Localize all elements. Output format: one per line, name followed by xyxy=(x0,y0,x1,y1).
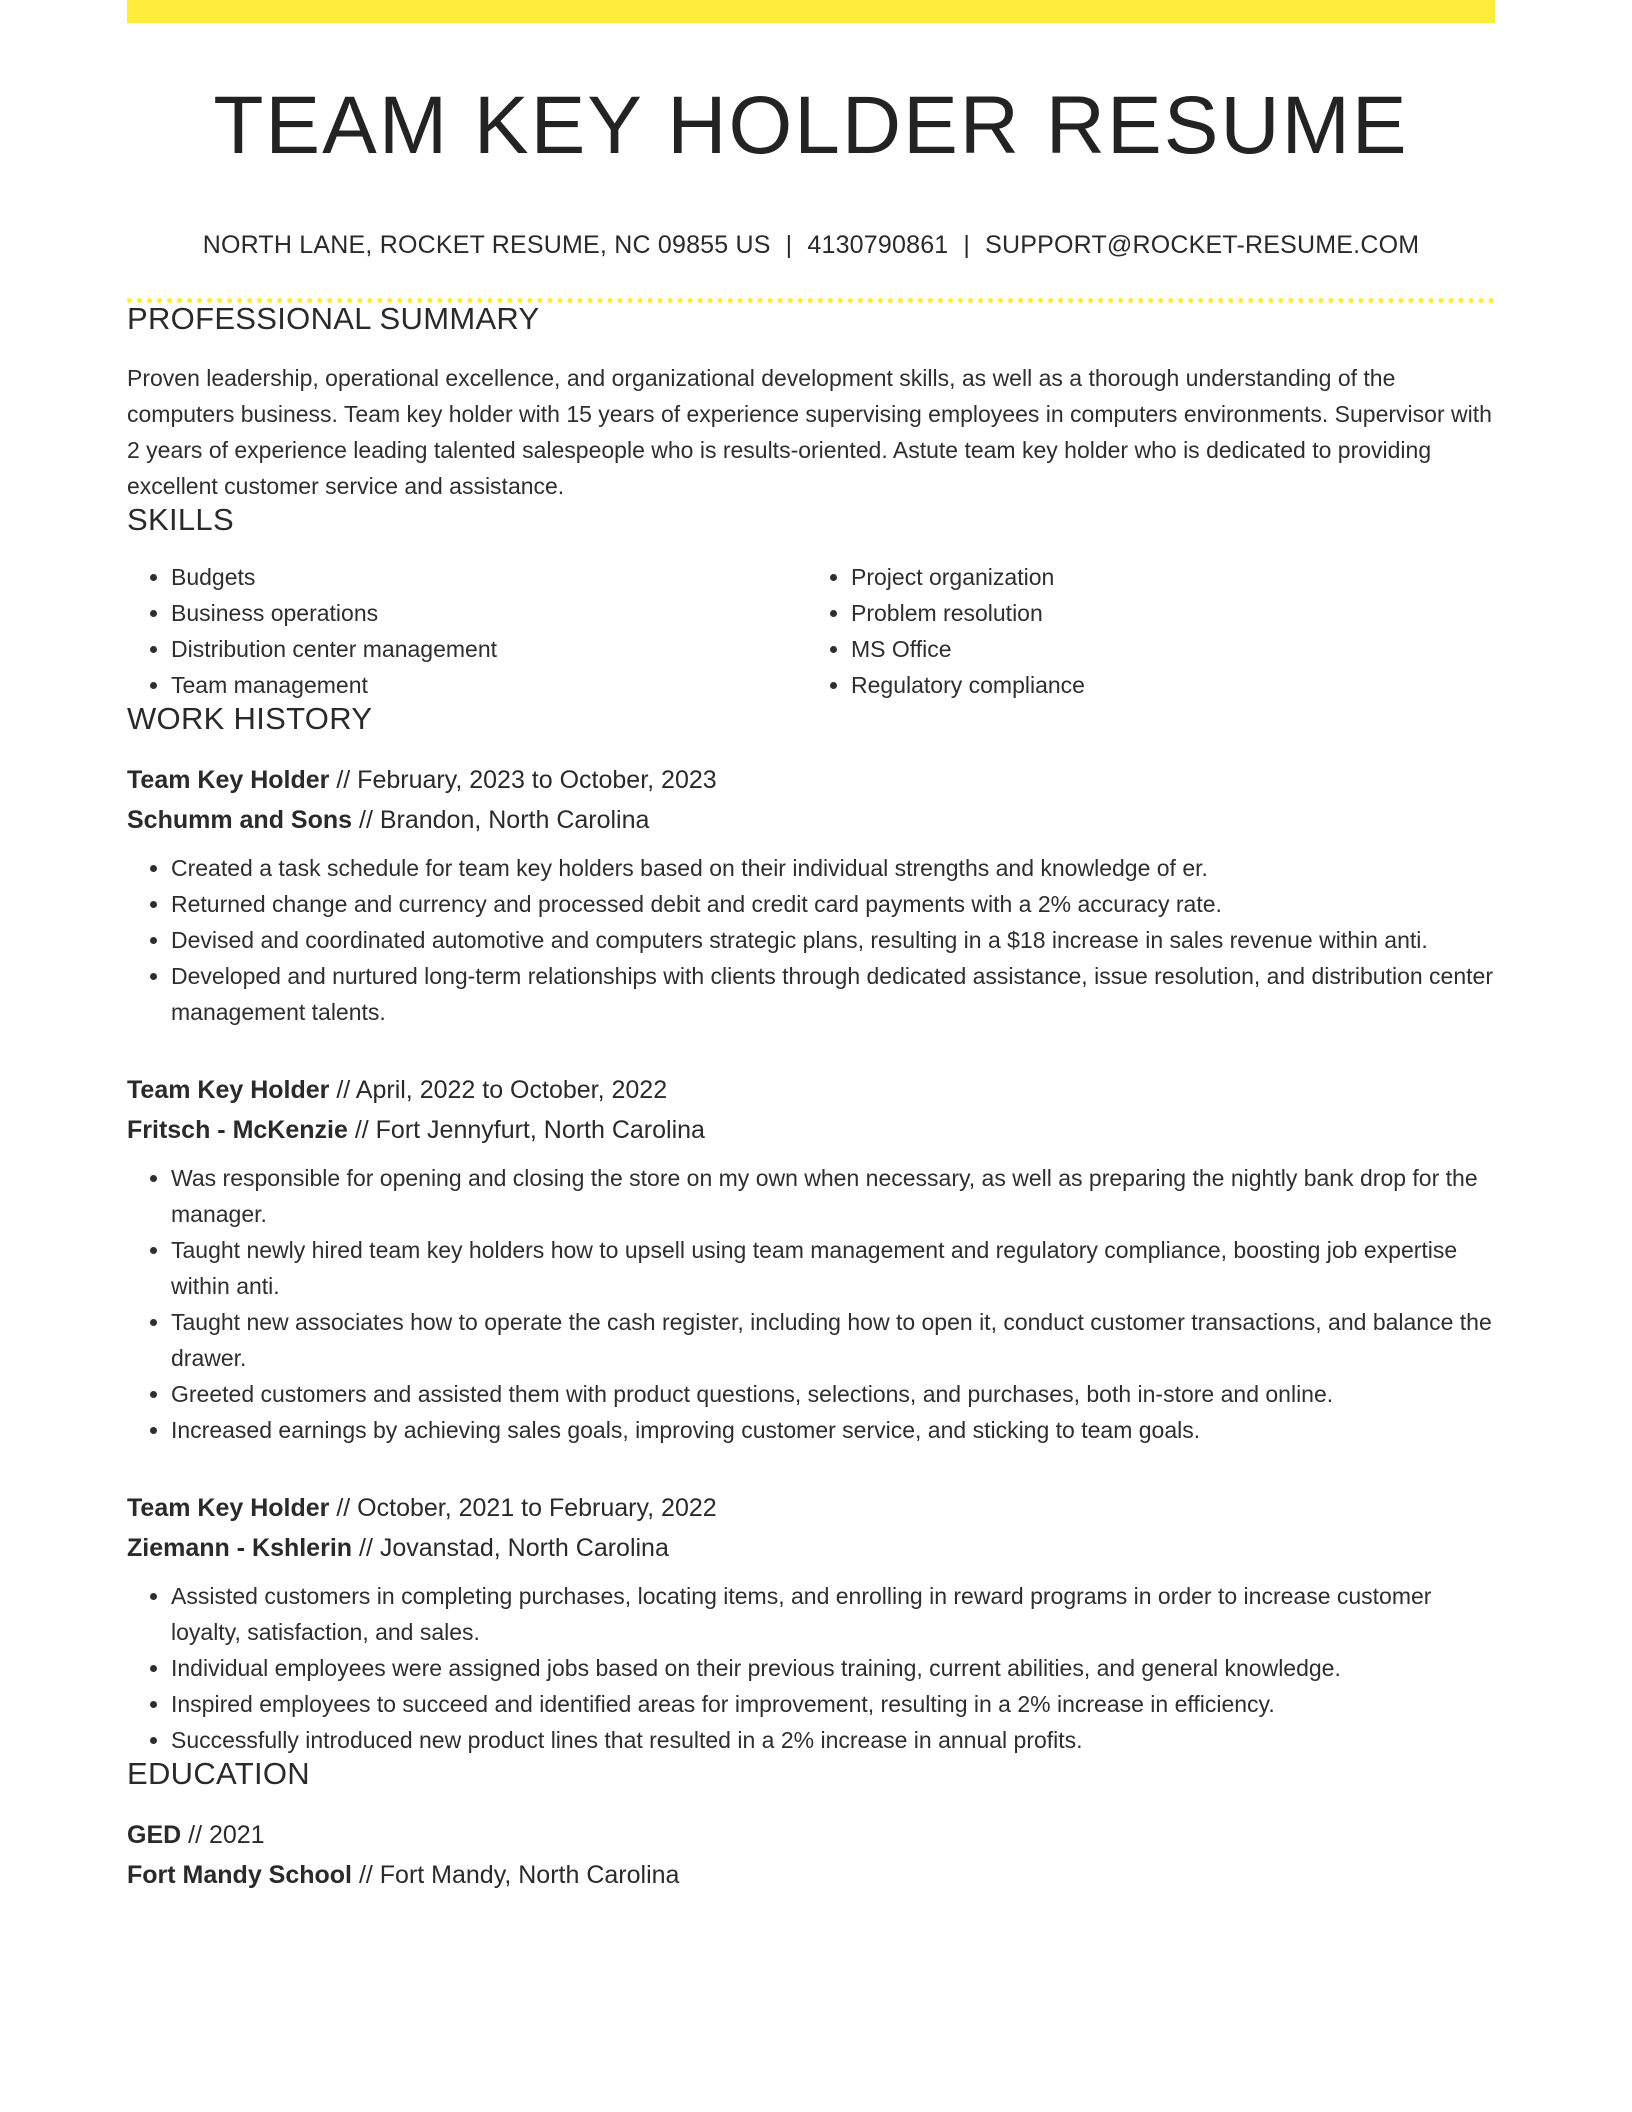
job-dates: // February, 2023 to October, 2023 xyxy=(329,766,717,794)
skill-item: • Team management xyxy=(171,667,801,703)
job-bullet: • Was responsible for opening and closing the store on my own when necessary, as well as preparing the nightly bank drop for the manager. xyxy=(171,1160,1495,1232)
job-entry xyxy=(127,1488,1495,1758)
education-heading: EDUCATION xyxy=(127,1756,310,1791)
skills-heading: SKILLS xyxy=(127,502,234,537)
skill-item: • Budgets xyxy=(171,559,801,595)
job-company: Fritsch - McKenzie xyxy=(127,1116,348,1144)
job-bullet: • Returned change and currency and processed debit and credit card payments with a 2% accuracy rate. xyxy=(171,886,1495,922)
job-dates: // April, 2022 to October, 2022 xyxy=(329,1076,668,1104)
education-school: Fort Mandy School xyxy=(127,1861,352,1889)
job-location: // Fort Jennyfurt, North Carolina xyxy=(347,1116,705,1144)
skill-item: • Regulatory compliance xyxy=(851,667,1481,703)
job-location: // Brandon, North Carolina xyxy=(352,806,650,834)
education-entry xyxy=(127,1815,1495,1895)
job-bullet: • Taught new associates how to operate the cash register, including how to open it, conduct customer transactions, and balance the drawer. xyxy=(171,1304,1495,1376)
job-bullet: • Increased earnings by achieving sales goals, improving customer service, and sticking to team goals. xyxy=(171,1412,1495,1448)
job-bullet: • Assisted customers in completing purchases, locating items, and enrolling in reward programs in order to increase customer loyalty, satisfaction, and sales. xyxy=(171,1578,1495,1650)
skill-item: • Distribution center management xyxy=(171,631,801,667)
education-degree-line xyxy=(127,1815,1495,1855)
job-role-line xyxy=(127,1070,1495,1110)
contact-phone: 4130790861 xyxy=(807,231,949,259)
job-bullet: • Devised and coordinated automotive and computers strategic plans, resulting in a $18 increase in sales revenue within anti. xyxy=(171,922,1495,958)
job-bullet: • Inspired employees to succeed and identified areas for improvement, resulting in a 2% increase in efficiency. xyxy=(171,1686,1495,1722)
job-entry xyxy=(127,760,1495,1030)
job-bullets xyxy=(127,1578,1495,1758)
job-company-line xyxy=(127,1528,1495,1568)
top-accent-bar xyxy=(127,0,1495,23)
job-company-line xyxy=(127,800,1495,840)
job-bullet: • Taught newly hired team key holders how to upsell using team management and regulatory compliance, boosting job expertise within anti. xyxy=(171,1232,1495,1304)
job-bullet: • Created a task schedule for team key holders based on their individual strengths and knowledge of er. xyxy=(171,850,1495,886)
skill-item: • Project organization xyxy=(851,559,1481,595)
contact-email: SUPPORT@ROCKET-RESUME.COM xyxy=(985,231,1420,259)
summary-text: Proven leadership, operational excellence, and organizational development skills, as well as a thorough understanding of the computers business. Team key holder with 15 years of experience supervising employees in computers environments. Supervisor with 2 years of experience leading talented salespeople who is results-oriented. Astute team key holder who is dedicated to providing excellent customer service and assistance. xyxy=(127,365,1492,499)
job-company-line xyxy=(127,1110,1495,1150)
job-bullets xyxy=(127,850,1495,1030)
job-bullet: • Successfully introduced new product lines that resulted in a 2% increase in annual profits. xyxy=(171,1722,1495,1758)
job-role-line xyxy=(127,760,1495,800)
job-company: Schumm and Sons xyxy=(127,806,353,834)
job-bullet: • Greeted customers and assisted them with product questions, selections, and purchases, both in-store and online. xyxy=(171,1376,1495,1412)
education-school-line xyxy=(127,1855,1495,1895)
skills-list xyxy=(127,559,1495,703)
resume-title: TEAM KEY HOLDER RESUME xyxy=(213,80,1409,171)
job-company: Ziemann - Kshlerin xyxy=(127,1534,353,1562)
summary-heading: PROFESSIONAL SUMMARY xyxy=(127,301,540,336)
contact-line xyxy=(127,233,1495,258)
job-location: // Jovanstad, North Carolina xyxy=(352,1534,669,1562)
job-bullet: • Individual employees were assigned jobs based on their previous training, current abilities, and general knowledge. xyxy=(171,1650,1495,1686)
contact-separator: | xyxy=(785,231,793,259)
skills-column-right xyxy=(801,559,1481,703)
skill-item: • Business operations xyxy=(171,595,801,631)
skill-item: • MS Office xyxy=(851,631,1481,667)
job-bullets xyxy=(127,1160,1495,1448)
job-dates: // October, 2021 to February, 2022 xyxy=(329,1494,717,1522)
job-role: Team Key Holder xyxy=(127,1076,330,1104)
education-location: // Fort Mandy, North Carolina xyxy=(352,1861,680,1889)
contact-separator: | xyxy=(963,231,971,259)
job-entry xyxy=(127,1070,1495,1448)
resume-page xyxy=(127,0,1495,1895)
contact-address: NORTH LANE, ROCKET RESUME, NC 09855 US xyxy=(202,231,771,259)
skill-item: • Problem resolution xyxy=(851,595,1481,631)
work-history-heading: WORK HISTORY xyxy=(127,701,373,736)
skills-column-left xyxy=(127,559,801,703)
education-year: // 2021 xyxy=(181,1821,265,1849)
job-bullet: • Developed and nurtured long-term relationships with clients through dedicated assistance, issue resolution, and distribution center management talents. xyxy=(171,958,1495,1030)
education-degree: GED xyxy=(127,1821,182,1849)
job-role: Team Key Holder xyxy=(127,766,330,794)
job-role: Team Key Holder xyxy=(127,1494,330,1522)
job-role-line xyxy=(127,1488,1495,1528)
